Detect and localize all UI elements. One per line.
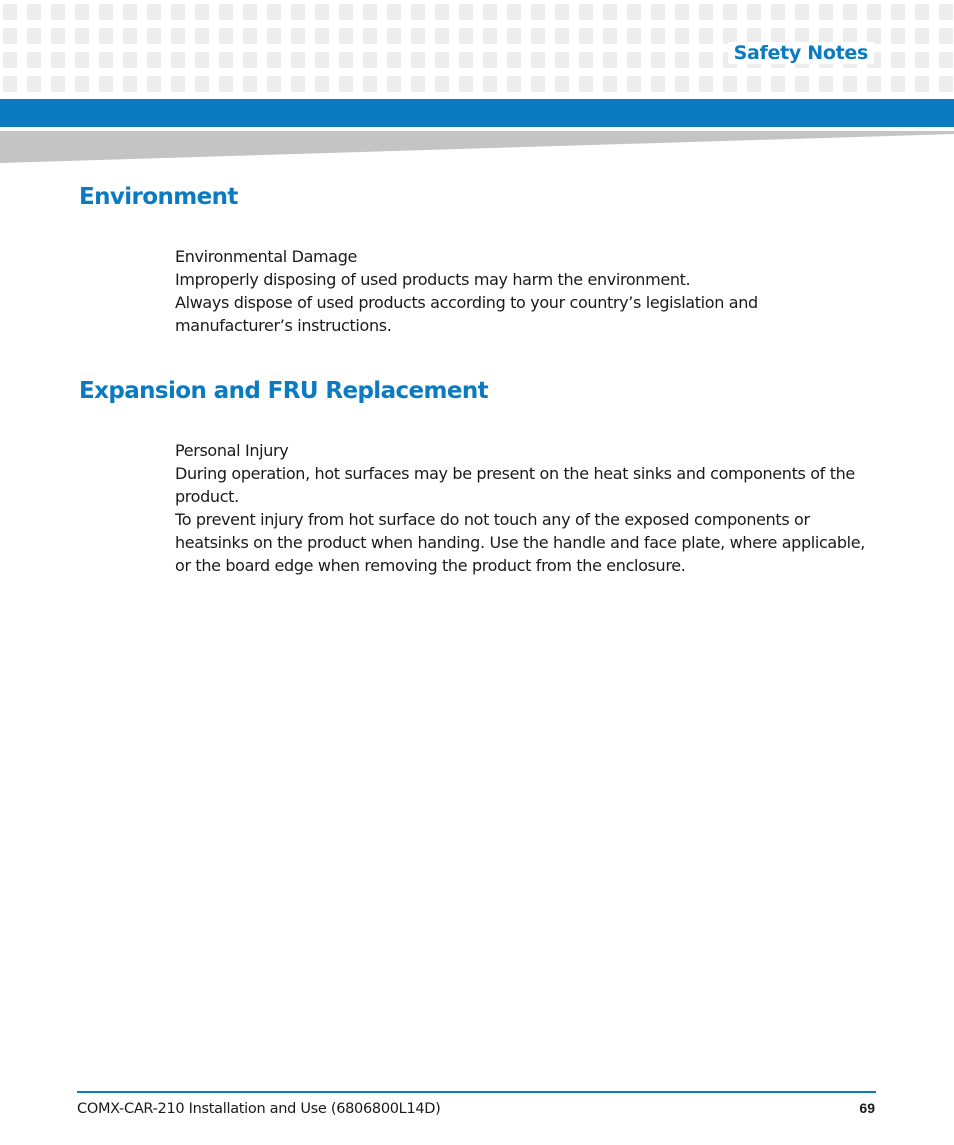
heading-environment: Environment [79,184,238,210]
footer-document-title: COMX-CAR-210 Installation and Use (6806800L14D) [77,1101,441,1117]
section-label: Safety Notes [728,42,874,64]
heading-expansion-fru-replacement: Expansion and FRU Replacement [79,378,489,404]
environment-notice [175,245,875,337]
notice-text: During operation, hot surfaces may be present on the heat sinks and components of the product. [175,464,855,506]
personal-injury-notice [175,439,875,577]
notice-text: Improperly disposing of used products may harm the environment. [175,270,691,289]
notice-title: Environmental Damage [175,247,358,266]
header-blue-band [0,99,954,127]
header-gray-wedge [0,131,954,163]
page-number: 69 [859,1100,875,1116]
notice-text: Always dispose of used products according to your country’s legislation and manufacturer’s instructions. [175,293,758,335]
notice-title: Personal Injury [175,441,289,460]
notice-text: To prevent injury from hot surface do not touch any of the exposed components or heatsinks on the product when handing. Use the handle and face plate, where applicable, or the board edge when removing the product from the enclosure. [175,510,866,575]
footer-rule [77,1091,876,1093]
